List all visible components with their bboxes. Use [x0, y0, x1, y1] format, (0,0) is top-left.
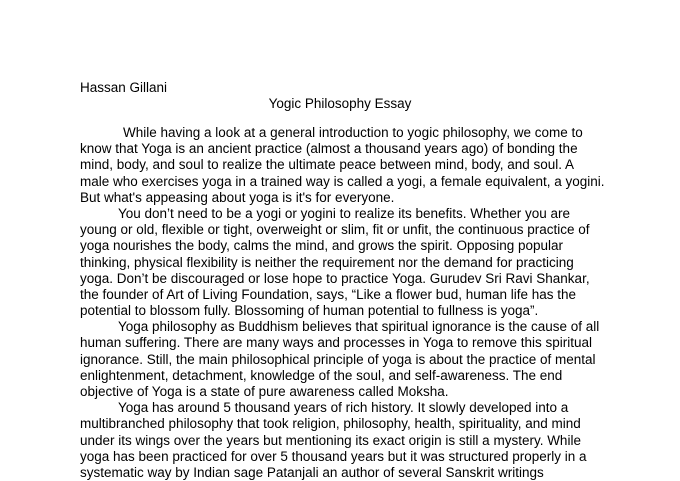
- paragraph: [80, 206, 680, 319]
- paragraph-line: Yoga philosophy as Buddhism believes that spiritual ignorance is the cause of all: [118, 319, 600, 335]
- paragraph-line: systematic way by Indian sage Patanjali an author of several Sanskrit writings: [80, 464, 544, 480]
- paragraph-line: multibranched philosophy that took religion, philosophy, health, spirituality, and mind: [80, 416, 581, 432]
- paragraph-line: While having a look at a general introduction to yogic philosophy, we come to: [123, 125, 583, 140]
- paragraph-line: the founder of Art of Living Foundation, says, “Like a flower bud, human life has the: [80, 286, 577, 302]
- paragraph-line: objective of Yoga is a state of pure awareness called Moksha.: [80, 384, 449, 399]
- paragraph: [80, 319, 680, 400]
- paragraph-line: under its wings over the years but mentioning its exact origin is still a mystery. While: [80, 432, 581, 448]
- essay-body: [80, 125, 680, 481]
- paragraph-line: But what's appeasing about yoga is it's for everyone.: [80, 189, 395, 205]
- paragraph-line: mind, body, and soul to realize the ultimate peace between mind, body, and soul. A: [80, 157, 575, 173]
- paragraph-line: yoga. Don’t be discouraged or lose hope to practice Yoga. Gurudev Sri Ravi Shankar,: [80, 270, 590, 286]
- paragraph: [80, 125, 680, 206]
- paragraph-line: thinking, physical flexibility is neither the requirement nor the demand for practicing: [80, 254, 574, 270]
- paragraph-line: enlightenment, detachment, knowledge of the soul, and self-awareness. The end: [80, 367, 563, 383]
- paragraph: [80, 400, 680, 481]
- paragraph-line: ignorance. Still, the main philosophical principle of yoga is about the practice of mental: [80, 351, 596, 367]
- paragraph-line: yoga nourishes the body, calms the mind, and grows the spirit. Opposing popular: [80, 238, 564, 254]
- paragraph-line: male who exercises yoga in a trained way is called a yogi, a female equivalent, a yogini.: [80, 173, 605, 189]
- paragraph-line: Yoga has around 5 thousand years of rich history. It slowly developed into a: [118, 400, 569, 416]
- essay-title: Yogic Philosophy Essay: [268, 96, 412, 111]
- paragraph-line: human suffering. There are many ways and processes in Yoga to remove this spiritual: [80, 335, 593, 351]
- paragraph-line: You don’t need to be a yogi or yogini to realize its benefits. Whether you are: [118, 205, 571, 221]
- paragraph-line: know that Yoga is an ancient practice (almost a thousand years ago) of bonding the: [80, 141, 578, 157]
- paragraph-line: yoga has been practiced for over 5 thousand years but it was structured properly in a: [80, 448, 587, 464]
- paragraph-line: young or old, flexible or tight, overweight or slim, fit or unfit, the continuous practice of: [80, 222, 590, 238]
- paragraph-line: potential to blossom fully. Blossoming of human potential to fullness is yoga”.: [80, 303, 539, 319]
- author-name: Hassan Gillani: [80, 80, 168, 95]
